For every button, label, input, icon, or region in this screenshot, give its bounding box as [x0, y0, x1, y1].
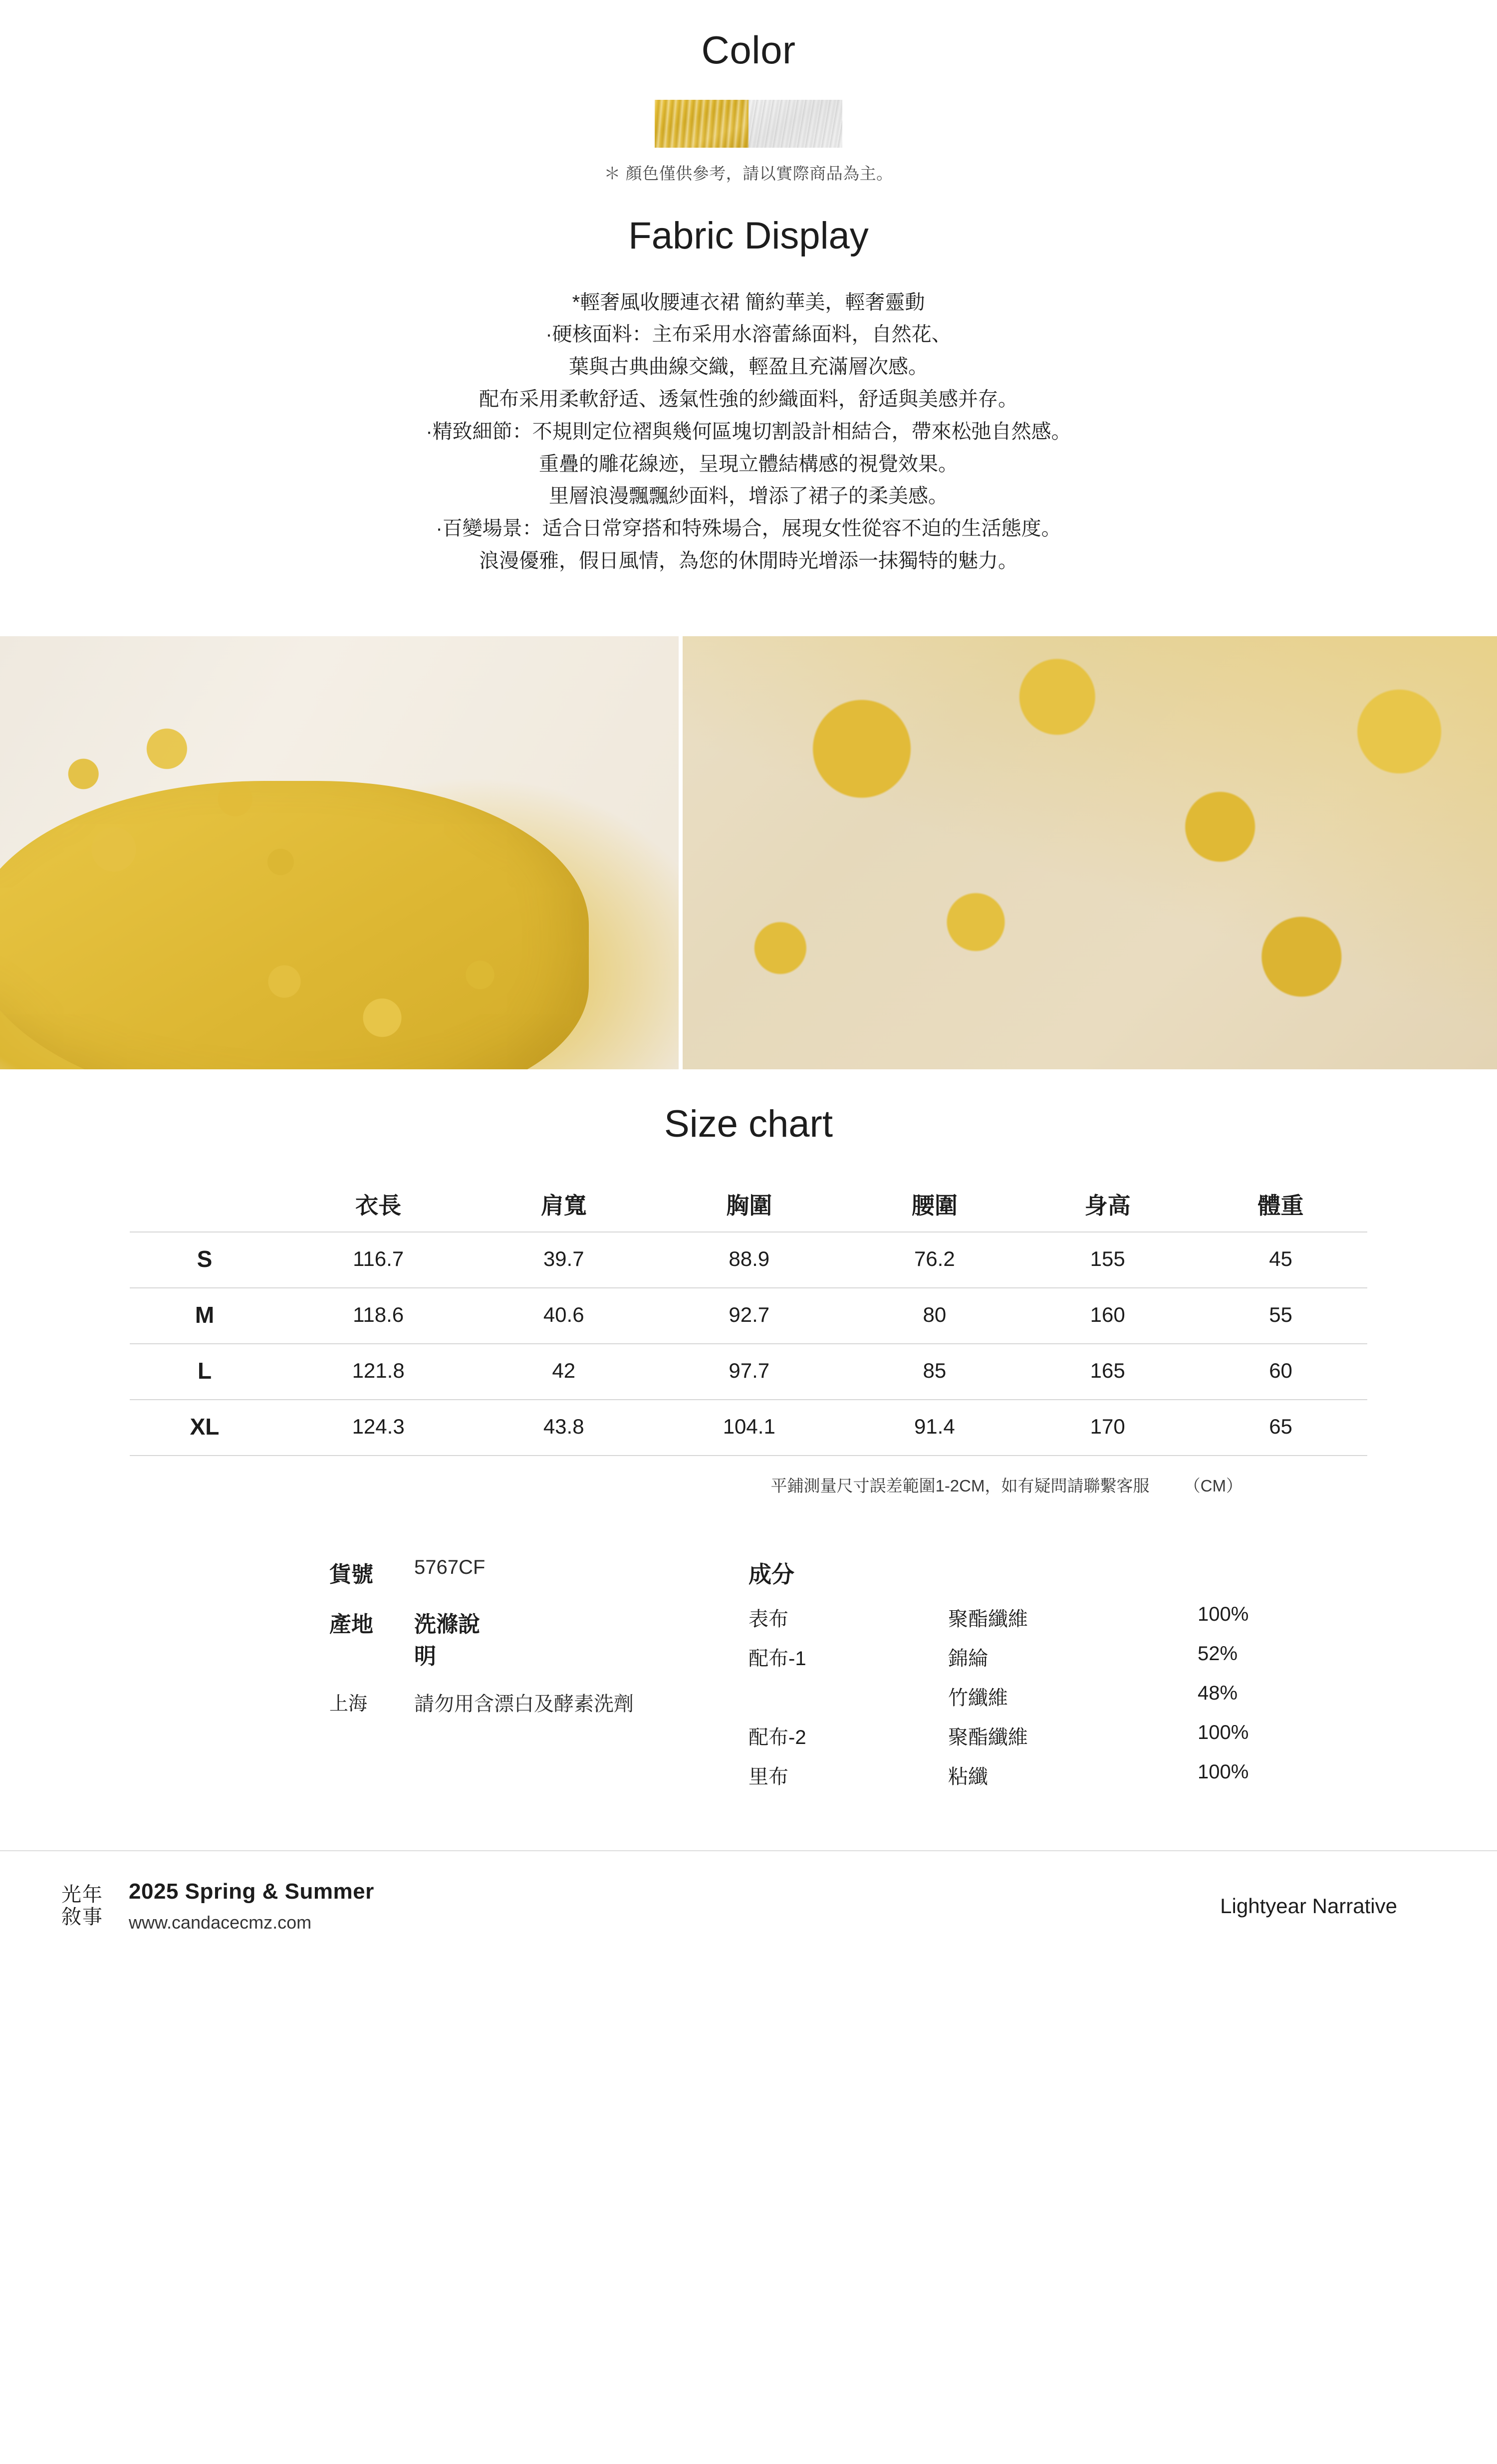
composition-row	[748, 1603, 1347, 1632]
size-cell: 39.7	[543, 1246, 584, 1270]
composition-part: 配布-2	[748, 1726, 806, 1748]
composition-title: 成分	[748, 1561, 794, 1587]
size-label: S	[197, 1245, 213, 1272]
fabric-line: ·硬核面料：主布采用水溶蕾絲面料，自然花、	[545, 323, 952, 346]
fabric-line: 重疊的雕花線迹，呈現立體結構感的視覺效果。	[539, 453, 958, 475]
size-cell: 165	[1090, 1358, 1125, 1382]
size-chart-header-row	[130, 1175, 1367, 1232]
table-row	[130, 1232, 1367, 1288]
fabric-line: ·百變場景：适合日常穿搭和特殊場合，展現女性從容不迫的生活態度。	[436, 517, 1061, 540]
origin-label: 產地	[329, 1612, 373, 1637]
composition-material: 粘纖	[948, 1765, 988, 1788]
item-number-row	[329, 1556, 748, 1588]
color-disclaimer: ＊ 顏色僅供參考，請以實際商品為主。	[604, 164, 893, 183]
size-label: L	[197, 1357, 212, 1384]
size-cell: 85	[923, 1358, 947, 1382]
composition-material: 聚酯纖維	[948, 1726, 1028, 1748]
wash-title-row	[329, 1606, 748, 1670]
size-cell: 118.6	[353, 1302, 404, 1326]
size-cell: 55	[1269, 1302, 1292, 1326]
size-chart-head	[130, 1175, 1367, 1232]
size-col-header: 腰圍	[911, 1192, 958, 1219]
size-chart-table	[130, 1175, 1367, 1456]
yellow-swatch[interactable]	[655, 100, 748, 148]
fabric-display-section	[0, 214, 1497, 577]
composition-row	[748, 1722, 1347, 1750]
size-label: XL	[190, 1413, 220, 1440]
size-cell: 45	[1269, 1246, 1292, 1270]
composition-part: 表布	[748, 1608, 788, 1630]
fabric-photo-band	[0, 636, 1497, 1069]
size-cell: 121.8	[352, 1358, 405, 1382]
fabric-line: 浪漫優雅，假日風情，為您的休閒時光增添一抹獨特的魅力。	[479, 549, 1018, 572]
size-cell: 40.6	[543, 1302, 584, 1326]
size-cell: 88.9	[729, 1246, 770, 1270]
size-col-header: 身高	[1084, 1192, 1131, 1219]
item-number-label: 貨號	[329, 1562, 373, 1587]
size-label: M	[195, 1301, 215, 1328]
fabric-photo-right	[683, 636, 1497, 1069]
composition-percent: 100%	[1198, 1603, 1249, 1625]
fabric-photo-left	[0, 636, 679, 1069]
size-col-header: 體重	[1257, 1192, 1304, 1219]
table-row	[130, 1344, 1367, 1400]
size-chart-section	[0, 1102, 1497, 1496]
fabric-line: ·精致細節：不規則定位褶與幾何區塊切割設計相結合，帶來松弛自然感。	[426, 420, 1071, 443]
composition-part: 配布-1	[748, 1647, 806, 1670]
wash-value: 請勿用含漂白及酵素洗劑	[414, 1693, 634, 1715]
composition-row	[748, 1643, 1347, 1671]
size-cell: 170	[1090, 1414, 1125, 1438]
fabric-section-title: Fabric Display	[628, 214, 869, 257]
size-cell: 42	[552, 1358, 576, 1382]
season-label: 2025 Spring & Summer	[129, 1879, 374, 1904]
lace-flower-pattern	[683, 636, 1497, 1069]
size-cell: 116.7	[353, 1246, 404, 1270]
table-row	[130, 1288, 1367, 1344]
website-url[interactable]: www.candacecmz.com	[129, 1912, 312, 1933]
composition-part	[748, 1682, 948, 1711]
measurement-unit: （CM）	[1184, 1476, 1243, 1495]
size-col-header: 胸圍	[726, 1192, 772, 1219]
size-chart-footnote	[130, 1473, 1367, 1496]
spec-left-column	[329, 1556, 748, 1800]
brand-logo-cn: 光年敘事	[61, 1883, 103, 1928]
fabric-line: 里層浪漫飄飄紗面料，增添了裙子的柔美感。	[549, 485, 948, 507]
size-cell: 80	[923, 1302, 947, 1326]
composition-percent: 100%	[1198, 1721, 1249, 1743]
size-cell: 124.3	[352, 1414, 405, 1438]
size-cell: 155	[1090, 1246, 1125, 1270]
composition-percent: 100%	[1198, 1760, 1249, 1783]
wash-value-row	[329, 1688, 748, 1717]
spec-section	[0, 1556, 1497, 1800]
lace-motif-upper	[0, 711, 379, 921]
composition-percent: 52%	[1198, 1642, 1238, 1665]
fabric-line: *輕奢風收腰連衣裙 簡約華美，輕奢靈動	[572, 291, 925, 313]
size-col-header	[130, 1175, 279, 1232]
size-cell: 43.8	[543, 1414, 584, 1438]
color-section	[0, 0, 1497, 184]
item-number-value: 5767CF	[414, 1556, 486, 1578]
lace-motif-lower	[215, 916, 564, 1069]
page-footer	[0, 1850, 1497, 1968]
composition-row	[748, 1682, 1347, 1711]
composition-material: 聚酯纖維	[948, 1608, 1028, 1630]
white-swatch[interactable]	[748, 100, 842, 148]
fabric-description	[0, 286, 1497, 577]
size-chart-title: Size chart	[664, 1102, 833, 1145]
origin-value: 上海	[329, 1693, 368, 1715]
composition-part: 里布	[748, 1765, 788, 1788]
size-chart-table-wrap	[130, 1175, 1367, 1496]
size-cell: 104.1	[723, 1414, 775, 1438]
measurement-note: 平鋪測量尺寸誤差範圍1-2CM，如有疑問請聯繫客服	[770, 1476, 1150, 1495]
size-chart-body	[130, 1232, 1367, 1456]
wash-label: 洗滌說明	[414, 1612, 480, 1669]
brand-logo-en: Lightyear Narrative	[1220, 1894, 1397, 1918]
fabric-line: 配布采用柔軟舒适、透氣性強的紗織面料，舒适與美感并存。	[479, 388, 1018, 410]
size-cell: 76.2	[914, 1246, 955, 1270]
size-cell: 91.4	[914, 1414, 955, 1438]
table-row	[130, 1400, 1367, 1456]
composition-block	[748, 1556, 1347, 1800]
size-cell: 92.7	[729, 1302, 770, 1326]
composition-material: 竹纖維	[948, 1687, 1008, 1709]
size-cell: 160	[1090, 1302, 1125, 1326]
size-col-header: 肩寬	[540, 1192, 587, 1219]
fabric-line: 葉與古典曲線交織，輕盈且充滿層次感。	[569, 356, 928, 378]
footer-middle	[129, 1879, 1220, 1933]
size-cell: 97.7	[729, 1358, 770, 1382]
size-cell: 65	[1269, 1414, 1292, 1438]
composition-material: 錦綸	[948, 1647, 988, 1670]
color-swatch-row	[0, 100, 1497, 148]
color-section-title: Color	[701, 28, 796, 72]
composition-row	[748, 1761, 1347, 1789]
composition-percent: 48%	[1198, 1682, 1238, 1704]
size-col-header: 衣長	[355, 1192, 402, 1219]
size-cell: 60	[1269, 1358, 1292, 1382]
